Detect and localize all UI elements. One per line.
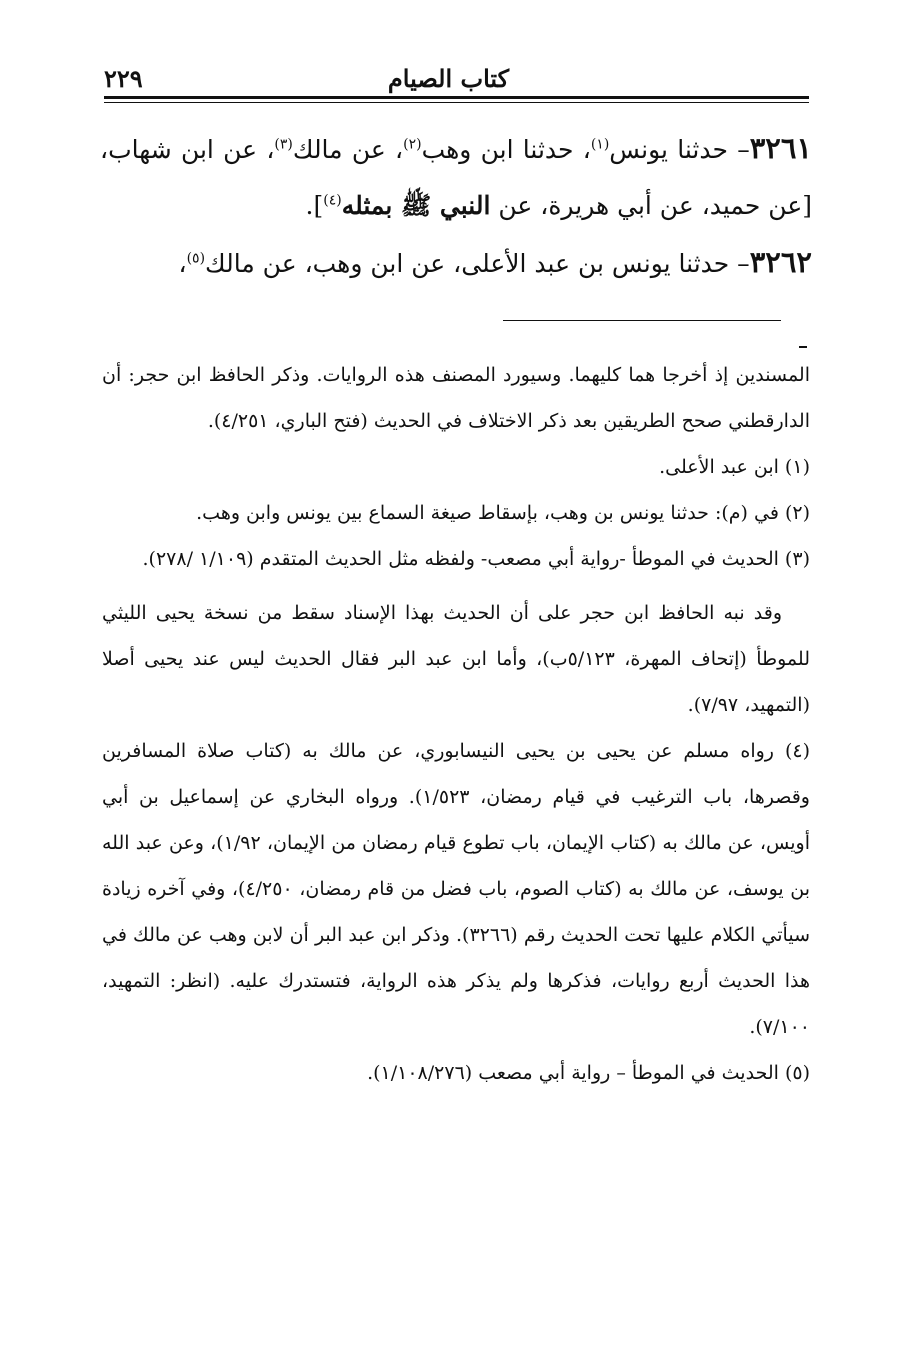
footnote-continuation: المسندين إذ أخرجا هما كليهما. وسيورد المصنف هذه الروايات. وذكر الحافظ ابن حجر: أن الدارقطني صحح الطريقين بعد ذكر الاختلاف في الحديث (فتح الباري، ٤/٢٥١). [102,364,810,432]
footnote-ref: (٢) [403,136,422,153]
main-text [100,120,812,292]
footnote-3: (٣) الحديث في الموطأ -رواية أبي مصعب- ولفظه مثل الحديث المتقدم (١/١٠٩ /٢٧٨). [142,548,810,570]
hadith-text: ، حدثنا ابن وهب [421,135,591,164]
footnote-1: (١) ابن عبد الأعلى. [659,456,810,478]
hadith-text-bold: النبي ﷺ بمثله [341,191,491,220]
hadith-text: ، عن ابن شهاب، [عن حميد، عن أبي هريرة، عن [100,135,812,220]
page-number: ٢٢٩ [104,64,143,93]
hadith-text: ]. [305,191,324,220]
header-rule-thin [104,102,809,103]
footnote-ref: (٥) [186,250,206,267]
header-rule-thick [104,96,809,99]
hadith-text: ، عن مالك [292,135,404,164]
page-header-title: كتاب الصيام [387,64,510,93]
footnote-ref: (١) [590,136,610,153]
footnote-5: (٥) الحديث في الموطأ – رواية أبي مصعب (١/١٠٨/٢٧٦). [367,1062,810,1084]
hadith-number: ٣٢٦١ [749,131,813,165]
footnote-ref: (٤) [323,192,342,209]
footnote-4: (٤) رواه مسلم عن يحيى بن يحيى النيسابوري، عن مالك به (كتاب صلاة المسافرين وقصرها، باب الترغيب في قيام رمضان، ١/٥٢٣). ورواه البخاري عن إسماعيل بن أبي أويس، عن مالك به (كتاب الإيمان، باب تطوع قيام رمضان من الإيمان، ١/٩٢)، وعن عبد الله بن يوسف، عن مالك به (كتاب الصوم، باب فضل من قام رمضان، ٤/٢٥٠)، وفي آخره زيادة سيأتي الكلام عليها تحت الحديث رقم (٣٢٦٦). وذكر ابن عبد البر أن لابن وهب عن مالك في هذا الحديث أربع روايات، فذكرها ولم يذكر هذه الرواية، فتستدرك عليه. (انظر: التمهيد، ٧/١٠٠). [102,740,811,1038]
spacer [102,582,810,590]
hadith-3261 [100,120,812,234]
hadith-text: ، [178,249,187,278]
hadith-text: – حدثنا يونس [609,135,750,164]
footnote-separator [503,320,781,321]
footnote-3-continued: وقد نبه الحافظ ابن حجر على أن الحديث بهذا الإسناد سقط من نسخة يحيى الليثي للموطأ (إتحاف المهرة، ٥/١٢٣ب)، وأما ابن عبد البر فقال الحديث ليس عند يحيى أصلا (التمهيد، ٧/٩٧). [102,602,810,716]
footnote-marker-dash [799,346,807,348]
hadith-number: ٣٢٦٢ [749,245,812,279]
footnote-2: (٢) في (م): حدثنا يونس بن وهب، بإسقاط صيغة السماع بين يونس وابن وهب. [196,502,810,524]
footnotes [102,352,810,1096]
hadith-text: – حدثنا يونس بن عبد الأعلى، عن ابن وهب، عن مالك [205,249,750,278]
hadith-3262 [100,234,812,292]
footnote-ref: (٣) [274,136,293,153]
